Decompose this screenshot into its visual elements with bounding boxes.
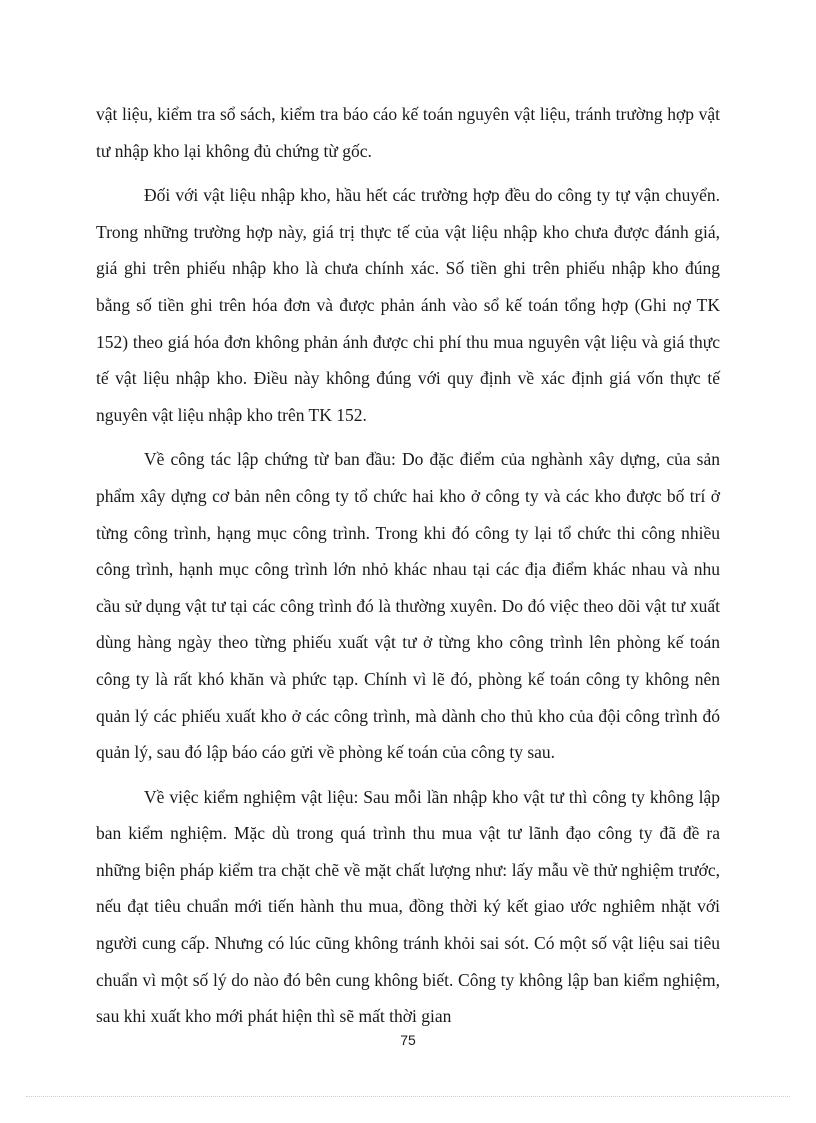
paragraph-material-receipt: Đối với vật liệu nhập kho, hầu hết các trường hợp đều do công ty tự vận chuyển. Trong những trường hợp này, giá trị thực tế của vật liệu nhập kho chưa được đánh giá, giá ghi trên phiếu nhập kho là chưa chính xác. Số tiền ghi trên phiếu nhập kho đúng bằng số tiền ghi trên hóa đơn và được phản ánh vào sổ kế toán tổng hợp (Ghi nợ TK 152) theo giá hóa đơn không phản ánh được chi phí thu mua nguyên vật liệu và giá thực tế vật liệu nhập kho. Điều này không đúng với quy định về xác định giá vốn thực tế nguyên vật liệu nhập kho trên TK 152.: [96, 185, 720, 425]
page-number: 75: [400, 1032, 416, 1048]
footer-divider: [26, 1096, 790, 1097]
body-text: [96, 96, 720, 1043]
paragraph-material-inspection: Về việc kiểm nghiệm vật liệu: Sau mỗi lần nhập kho vật tư thì công ty không lập ban kiểm nghiệm. Mặc dù trong quá trình thu mua vật tư lãnh đạo công ty đã đề ra những biện pháp kiểm tra chặt chẽ về mặt chất lượng như: lấy mẫu về thử nghiệm trước, nếu đạt tiêu chuẩn mới tiến hành thu mua, đồng thời ký kết giao ước nghiêm nhặt với người cung cấp. Nhưng có lúc cũng không tránh khỏi sai sót. Có một số vật liệu sai tiêu chuẩn vì một số lý do nào đó bên cung không biết. Công ty không lập ban kiểm nghiệm, sau khi xuất kho mới phát hiện thì sẽ mất thời gian: [96, 786, 720, 1027]
paragraph-initial-documents: Về công tác lập chứng từ ban đầu: Do đặc điểm của nghành xây dựng, của sản phẩm xây dựng cơ bản nên công ty tổ chức hai kho ở công ty và các kho được bố trí ở từng công trình, hạng mục công trình. Trong khi đó công ty lại tổ chức thi công nhiều công trình, hạnh mục công trình lớn nhỏ khác nhau tại các địa điểm khác nhau và nhu cầu sử dụng vật tư tại các công trình đó là thường xuyên. Do đó việc theo dõi vật tư xuất dùng hàng ngày theo từng phiếu xuất vật tư ở từng kho công trình lên phòng kế toán công ty là rất khó khăn và phức tạp. Chính vì lẽ đó, phòng kế toán công ty không nên quản lý các phiếu xuất kho ở các công trình, mà dành cho thủ kho của đội công trình đó quản lý, sau đó lập báo cáo gửi về phòng kế toán của công ty sau.: [96, 449, 720, 763]
paragraph-continuation: vật liệu, kiểm tra sổ sách, kiểm tra báo cáo kế toán nguyên vật liệu, tránh trường hợp vật tư nhập kho lại không đủ chứng từ gốc.: [96, 104, 720, 161]
